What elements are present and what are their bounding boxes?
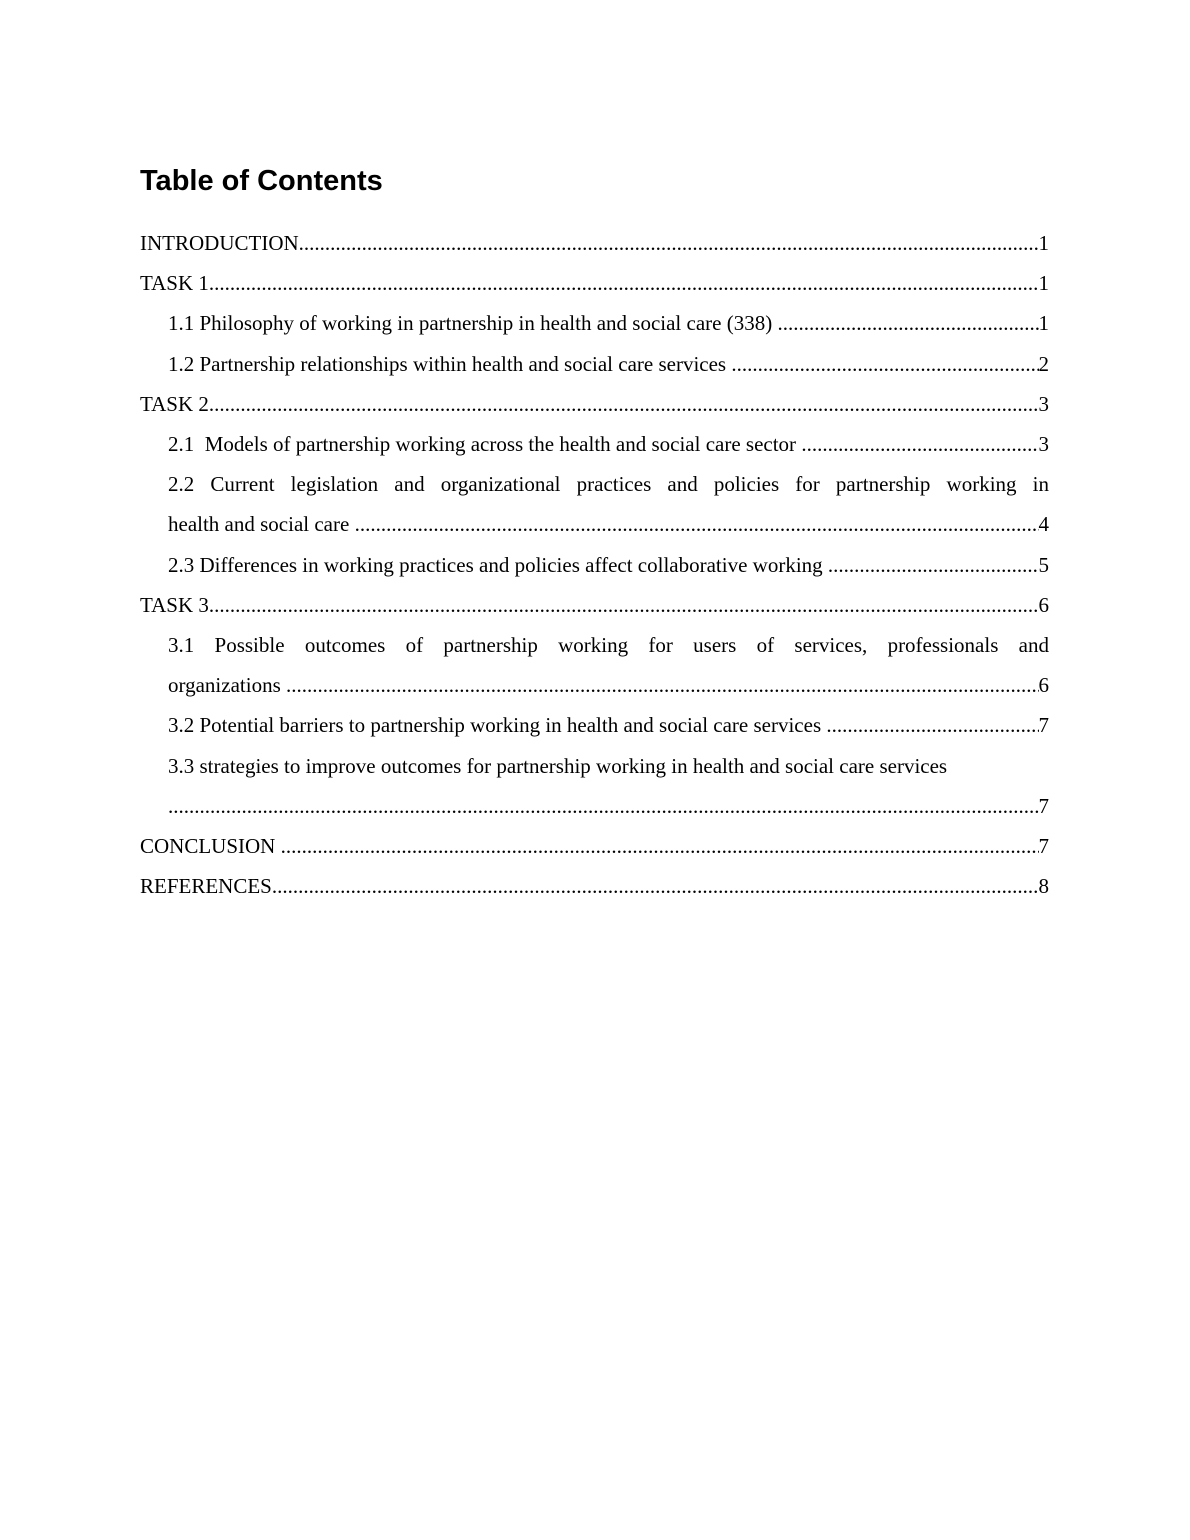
toc-entry-label-line-1: 2.2 Current legislation and organizational practices and policies for partnership working in [168,472,1049,497]
dot-leader [801,424,1038,464]
toc-entry-3-1[interactable] [140,625,1049,705]
toc-page-number: 3 [1038,391,1049,416]
toc-page-number: 5 [1038,552,1049,577]
toc-page-number: 1 [1038,311,1049,336]
toc-entry-task-3[interactable] [140,585,1049,625]
toc-entry-label: 1.1 Philosophy of working in partnership in health and social care (338) [168,311,778,336]
toc-entry-label: TASK 2 [140,391,209,416]
toc-entry-1-1[interactable] [140,303,1049,343]
dot-leader [281,826,1039,866]
toc-entry-label: 1.2 Partnership relationships within health and social care services [168,351,732,376]
toc-entry-2-1[interactable] [140,424,1049,464]
toc-page-number: 4 [1038,512,1049,537]
toc-entry-label: 3.2 Potential barriers to partnership working in health and social care services [168,713,827,738]
toc-entry-task-1[interactable] [140,263,1049,303]
toc-entry-label-line-2: health and social care [168,512,355,537]
toc-entry-introduction[interactable] [140,223,1049,263]
toc-entry-task-2[interactable] [140,384,1049,424]
dot-leader [168,786,1039,826]
dot-leader [209,585,1039,625]
toc-list [140,223,1049,906]
toc-entry-1-2[interactable] [140,344,1049,384]
toc-entry-label-line-1: 3.1 Possible outcomes of partnership working for users of services, professionals and [168,633,1049,658]
dot-leader [826,705,1038,745]
toc-page-number: 7 [1038,713,1049,738]
toc-entry-3-3[interactable] [140,746,1049,826]
toc-entry-references[interactable] [140,866,1049,906]
toc-page-number: 6 [1038,592,1049,617]
toc-page-number: 3 [1038,432,1049,457]
toc-page-number: 8 [1038,874,1049,899]
toc-entry-2-3[interactable] [140,545,1049,585]
toc-entry-2-2[interactable] [140,464,1049,544]
toc-entry-label: CONCLUSION [140,834,281,859]
toc-entry-3-2[interactable] [140,705,1049,745]
toc-entry-label-line-1: 3.3 strategies to improve outcomes for partnership working in health and social care services [168,753,948,778]
toc-page-number: 6 [1038,673,1049,698]
toc-page-number: 1 [1038,231,1049,255]
dot-leader [272,866,1039,906]
toc-entry-conclusion[interactable] [140,826,1049,866]
dot-leader [299,223,1039,263]
dot-leader [355,504,1039,544]
toc-entry-label: 2.1 Models of partnership working across the health and social care sector [168,432,802,457]
toc-entry-label-line-2: organizations [168,673,287,698]
toc-entry-label: 2.3 Differences in working practices and policies affect collaborative working [168,552,828,577]
dot-leader [209,263,1039,303]
toc-page-number: 7 [1038,793,1049,818]
toc-entry-label: TASK 1 [140,271,209,296]
toc-entry-label: REFERENCES [140,874,272,899]
dot-leader [286,665,1038,705]
dot-leader [731,344,1038,384]
dot-leader [777,303,1038,343]
toc-page-number: 7 [1038,834,1049,859]
toc-entry-label: INTRODUCTION [140,231,299,255]
toc-page-number: 1 [1038,271,1049,296]
toc-title: Table of Contents [140,165,383,197]
dot-leader [828,545,1039,585]
toc-entry-label: TASK 3 [140,592,209,617]
toc-page-number: 2 [1038,351,1049,376]
dot-leader [209,384,1039,424]
